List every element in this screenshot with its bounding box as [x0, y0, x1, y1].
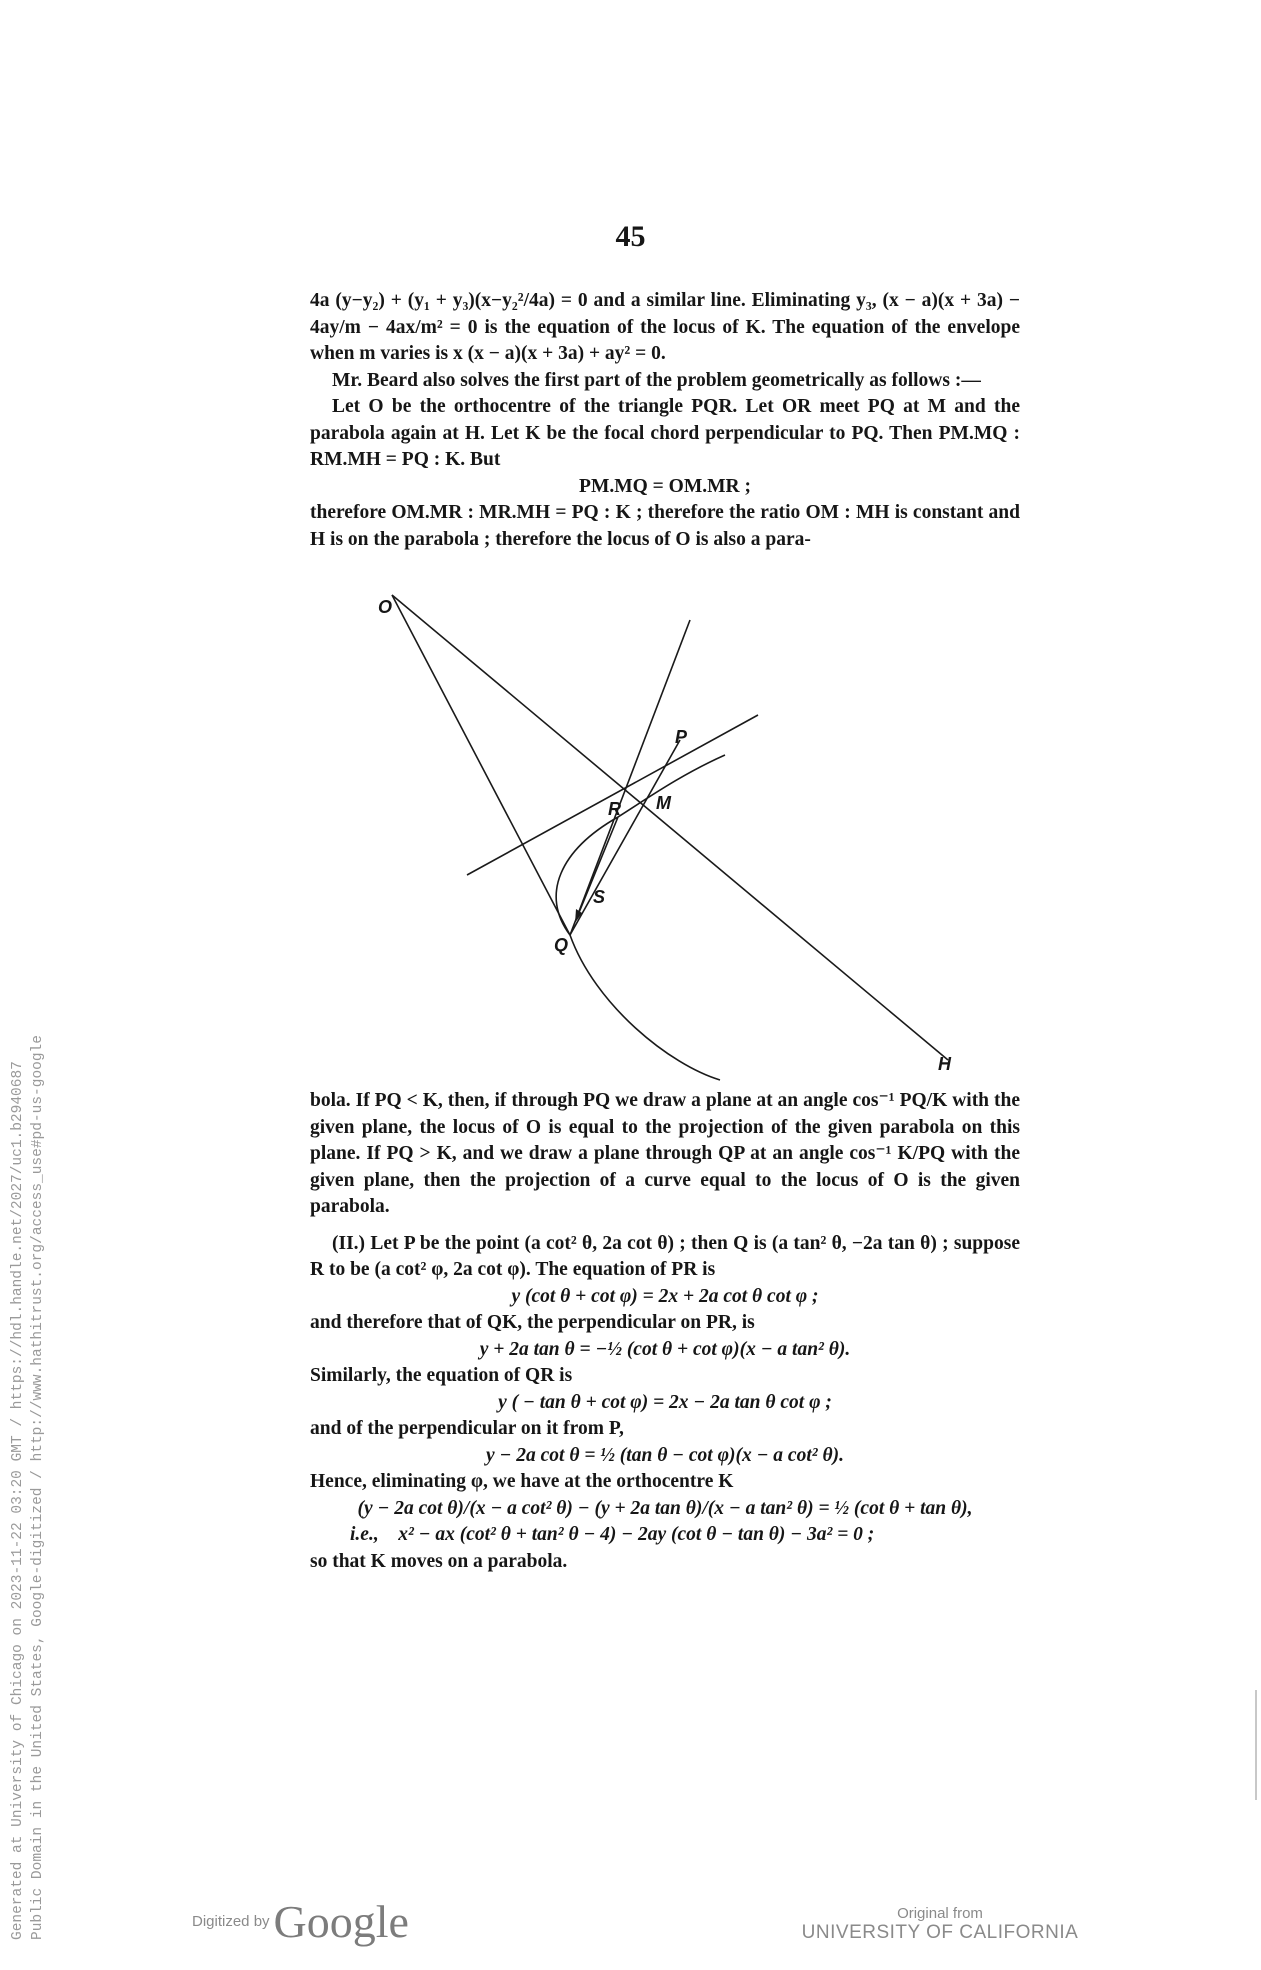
watermark-line-1: Generated at University of Chicago on 2023-11-22 03:20 GMT / https://hdl.handle.net/2027/uc1.b2940687 [10, 1061, 26, 1940]
watermark-line-2: Public Domain in the United States, Google-digitized / http://www.hathitrust.org/access_use#pd-us-google [30, 1035, 46, 1940]
equation-ie-line [310, 1522, 1020, 1549]
projection-paragraph: bola. If PQ < K, then, if through PQ we draw a plane at an angle cos⁻¹ PQ/K with the given plane, the locus of O is equal to the projection of the given parabola on this plane. If PQ > K, and we draw a plane through QP at an angle cos⁻¹ K/PQ with the given plane, then the projection of a curve equal to the locus of O is the given parabola. [310, 1090, 1020, 1217]
line-o-q [392, 595, 570, 935]
hence-line: Hence, eliminating φ, we have at the orthocentre K [310, 1471, 734, 1492]
bottom-text-block [310, 1088, 1020, 1575]
digitized-by-google [192, 1895, 409, 1948]
label-r: R [608, 799, 621, 819]
label-q: Q [554, 935, 569, 955]
equation-pm-mq: PM.MQ = OM.MR ; [579, 475, 751, 497]
parabola-arc-p [618, 755, 725, 817]
label-s: S [593, 887, 606, 907]
equation-orthocentre: (y − 2a cot θ)/(x − a cot² θ) − (y + 2a tan θ)/(x − a tan² θ) = ½ (cot θ + tan θ), [357, 1497, 973, 1519]
top-text-block [310, 288, 1020, 553]
geometric-figure [380, 595, 980, 1085]
equation-qr: y ( − tan θ + cot φ) = 2x − 2a tan θ cot φ ; [498, 1391, 832, 1413]
equation-qk: y + 2a tan θ = −½ (cot θ + cot φ)(x − a tan² θ). [479, 1338, 851, 1360]
original-from-block [790, 1905, 1090, 1944]
digitized-by-text: Digitized by [192, 1913, 270, 1930]
scan-edge-mark [1255, 1690, 1257, 1800]
ie-prefix: i.e., [350, 1524, 379, 1545]
conclusion-line: so that K moves on a parabola. [310, 1550, 568, 1572]
beard-intro-paragraph: Mr. Beard also solves the first part of the problem geometrically as follows :— [332, 369, 981, 391]
google-logo: Google [273, 1896, 409, 1947]
label-o: O [378, 597, 393, 617]
ratio-paragraph: therefore OM.MR : MR.MH = PQ : K ; therefore the ratio OM : MH is constant and H is on the parabola ; therefore the locus of O is also a para- [310, 502, 1020, 550]
institution-name: UNIVERSITY OF CALIFORNIA [801, 1922, 1079, 1943]
equation-pr: y (cot θ + cot φ) = 2x + 2a cot θ cot φ ; [511, 1285, 819, 1307]
original-from-text: Original from [897, 1905, 983, 1922]
label-m: M [656, 793, 671, 813]
line-q-r-extended [570, 620, 690, 935]
parabola-arc-lower [570, 935, 720, 1080]
line-q-p [570, 740, 680, 935]
perpendicular-intro-line: and of the perpendicular on it from P, [310, 1418, 624, 1439]
figure-svg [380, 595, 980, 1085]
section-ii-paragraph: (II.) Let P be the point (a cot² θ, 2a cot θ) ; then Q is (a tan² θ, −2a tan θ) ; suppose R to be (a cot² φ, 2a cot φ). The equation of PR is [310, 1232, 1020, 1280]
qk-intro-line: and therefore that of QK, the perpendicular on PR, is [310, 1312, 755, 1333]
hathitrust-watermark [8, 1035, 48, 1940]
orthocentre-paragraph: Let O be the orthocentre of the triangle PQR. Let OR meet PQ at M and the parabola again at H. Let K be the focal chord perpendicular to PQ. Then PM.MQ : RM.MH = PQ : K. But [310, 396, 1020, 470]
qr-intro-line: Similarly, the equation of QR is [310, 1365, 573, 1386]
label-p: P [675, 727, 688, 747]
tangent-line [467, 715, 758, 875]
equation-perpendicular-p: y − 2a cot θ = ½ (tan θ − cot φ)(x − a cot² θ). [486, 1444, 844, 1466]
label-h: H [938, 1054, 951, 1074]
equation-locus-k: x² − ax (cot² θ + tan² θ − 4) − 2ay (cot θ − tan θ) − 3a² = 0 ; [398, 1524, 875, 1545]
page-number: 45 [615, 220, 646, 253]
line-o-h [392, 595, 948, 1060]
envelope-equation-paragraph: 4a (y−y₂) + (y₁ + y₃)(x−y₂²/4a) = 0 and a similar line. Eliminating y₃, (x − a)(x + 3a) − 4ay/m − 4ax/m² = 0 is the equation of the locus of K. The equation of the envelope when m varies is x (x − a)(x + 3a) + ay² = 0. [310, 290, 1020, 364]
